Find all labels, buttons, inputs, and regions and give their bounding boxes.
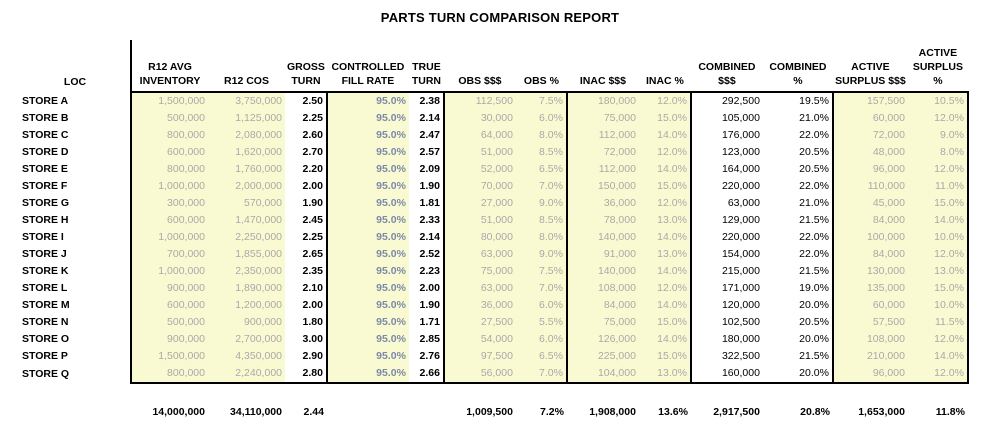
cell-controlled-fill-rate: 95.0% [327,297,409,314]
cell-r12-cos: 1,890,000 [208,280,285,297]
cell-active-surplus-dollars: 157,500 [833,92,908,110]
cell-combined-percent: 20.5% [763,144,833,161]
cell-inac-percent: 15.0% [639,110,691,127]
header-inac-percent: INAC % [645,75,684,87]
cell-true-turn: 2.00 [409,280,444,297]
cell-controlled-fill-rate: 95.0% [327,144,409,161]
cell-combined-percent: 20.0% [763,331,833,348]
cell-active-surplus-dollars: 45,000 [833,195,908,212]
cell-combined-percent: 20.0% [763,365,833,383]
cell-obs-dollars: 51,000 [444,212,516,229]
cell-combined-percent: 22.0% [763,127,833,144]
cell-combined-percent: 19.5% [763,92,833,110]
cell-obs-dollars: 36,000 [444,297,516,314]
cell-loc: STORE G [20,195,131,212]
cell-combined-dollars: 129,000 [691,212,763,229]
table-row [20,365,968,383]
cell-inac-percent: 14.0% [639,161,691,178]
cell-loc: STORE I [20,229,131,246]
cell-combined-dollars: 215,000 [691,263,763,280]
header-row [20,40,968,92]
header-active-surplus-percent: ACTIVE SURPLUS % [912,47,964,87]
cell-active-surplus-percent: 8.0% [908,144,968,161]
cell-obs-dollars: 112,500 [444,92,516,110]
cell-loc: STORE E [20,161,131,178]
cell-controlled-fill-rate: 95.0% [327,212,409,229]
table-row [20,92,968,110]
cell-gross-turn: 2.00 [302,180,323,192]
cell-r12-avg-inventory: 500,000 [131,110,208,127]
cell-controlled-fill-rate: 95.0% [327,178,409,195]
cell-r12-cos: 1,200,000 [208,297,285,314]
cell-active-surplus-dollars: 100,000 [833,229,908,246]
cell-true-turn: 2.23 [409,263,444,280]
cell-true-turn: 2.14 [409,110,444,127]
cell-r12-avg-inventory: 1,000,000 [131,229,208,246]
cell-loc: STORE D [20,144,131,161]
cell-inac-percent: 13.0% [639,246,691,263]
cell-gross-turn: 1.90 [302,197,323,209]
cell-inac-percent: 14.0% [639,127,691,144]
cell-obs-dollars: 70,000 [444,178,516,195]
cell-active-surplus-percent: 9.0% [908,127,968,144]
cell-inac-dollars: 150,000 [567,178,639,195]
cell-inac-percent: 12.0% [639,280,691,297]
cell-active-surplus-percent: 10.0% [908,297,968,314]
table-row [20,348,968,365]
table-row [20,229,968,246]
cell-inac-percent: 12.0% [639,144,691,161]
cell-active-surplus-dollars: 72,000 [833,127,908,144]
cell-inac-percent: 13.0% [639,212,691,229]
cell-active-surplus-dollars: 60,000 [833,297,908,314]
cell-active-surplus-dollars: 84,000 [833,246,908,263]
cell-combined-dollars: 105,000 [691,110,763,127]
cell-obs-percent: 8.5% [516,212,567,229]
cell-true-turn: 1.71 [409,314,444,331]
cell-loc: STORE J [20,246,131,263]
table-row [20,263,968,280]
cell-r12-cos: 2,250,000 [208,229,285,246]
cell-inac-dollars: 104,000 [567,365,639,383]
cell-controlled-fill-rate: 95.0% [327,314,409,331]
cell-obs-percent: 7.5% [516,92,567,110]
cell-obs-percent: 7.0% [516,365,567,383]
cell-true-turn: 1.90 [409,297,444,314]
cell-controlled-fill-rate: 95.0% [327,127,409,144]
cell-obs-dollars: 51,000 [444,144,516,161]
cell-combined-percent: 20.5% [763,161,833,178]
cell-obs-dollars: 52,000 [444,161,516,178]
cell-gross-turn: 1.80 [302,316,323,328]
cell-gross-turn: 2.10 [302,282,323,294]
cell-controlled-fill-rate: 95.0% [327,92,409,110]
cell-r12-cos: 4,350,000 [208,348,285,365]
cell-r12-avg-inventory: 900,000 [131,331,208,348]
cell-obs-percent: 7.5% [516,263,567,280]
cell-active-surplus-dollars: 130,000 [833,263,908,280]
table-row [20,127,968,144]
totals-row [20,396,968,418]
cell-r12-cos: 2,700,000 [208,331,285,348]
cell-active-surplus-percent: 10.0% [908,229,968,246]
cell-r12-avg-inventory: 600,000 [131,297,208,314]
cell-true-turn: 2.66 [409,365,444,383]
cell-active-surplus-dollars: 57,500 [833,314,908,331]
cell-r12-avg-inventory: 600,000 [131,212,208,229]
cell-combined-percent: 21.5% [763,348,833,365]
table-row [20,331,968,348]
cell-r12-cos: 1,855,000 [208,246,285,263]
cell-active-surplus-percent: 10.5% [908,92,968,110]
cell-combined-percent: 20.5% [763,314,833,331]
cell-obs-percent: 6.0% [516,110,567,127]
total-inac-percent: 13.6% [658,406,688,418]
header-loc: LOC [63,76,87,88]
cell-combined-dollars: 102,500 [691,314,763,331]
cell-combined-percent: 21.0% [763,195,833,212]
cell-controlled-fill-rate: 95.0% [327,365,409,383]
cell-combined-dollars: 322,500 [691,348,763,365]
cell-controlled-fill-rate: 95.0% [327,280,409,297]
total-true-turn [409,396,444,418]
header-gross-turn: GROSS TURN [287,61,325,87]
cell-active-surplus-percent: 15.0% [908,195,968,212]
table-row [20,280,968,297]
cell-r12-cos: 570,000 [208,195,285,212]
cell-loc: STORE O [20,331,131,348]
cell-inac-dollars: 112,000 [567,127,639,144]
cell-r12-avg-inventory: 900,000 [131,280,208,297]
cell-r12-cos: 900,000 [208,314,285,331]
cell-active-surplus-dollars: 110,000 [833,178,908,195]
cell-inac-percent: 14.0% [639,229,691,246]
cell-r12-cos: 3,750,000 [208,92,285,110]
cell-combined-dollars: 171,000 [691,280,763,297]
cell-inac-dollars: 78,000 [567,212,639,229]
cell-loc: STORE N [20,314,131,331]
cell-obs-dollars: 27,500 [444,314,516,331]
total-inac-dollars: 1,908,000 [589,406,636,418]
cell-inac-dollars: 36,000 [567,195,639,212]
cell-obs-percent: 6.5% [516,348,567,365]
cell-inac-percent: 14.0% [639,331,691,348]
cell-controlled-fill-rate: 95.0% [327,195,409,212]
cell-active-surplus-percent: 15.0% [908,280,968,297]
cell-r12-cos: 1,760,000 [208,161,285,178]
cell-true-turn: 2.09 [409,161,444,178]
cell-inac-dollars: 75,000 [567,314,639,331]
cell-combined-dollars: 180,000 [691,331,763,348]
cell-combined-percent: 22.0% [763,229,833,246]
cell-combined-percent: 20.0% [763,297,833,314]
cell-r12-avg-inventory: 800,000 [131,161,208,178]
table-row [20,110,968,127]
cell-inac-dollars: 75,000 [567,110,639,127]
cell-obs-dollars: 80,000 [444,229,516,246]
total-r12-avg-inventory: 14,000,000 [152,406,205,418]
cell-inac-dollars: 112,000 [567,161,639,178]
cell-loc: STORE Q [20,365,131,383]
cell-r12-cos: 2,080,000 [208,127,285,144]
cell-inac-dollars: 72,000 [567,144,639,161]
cell-obs-dollars: 63,000 [444,280,516,297]
table-row [20,212,968,229]
header-true-turn: TRUE TURN [411,61,442,87]
cell-inac-percent: 14.0% [639,297,691,314]
cell-active-surplus-dollars: 96,000 [833,365,908,383]
cell-active-surplus-dollars: 108,000 [833,331,908,348]
cell-active-surplus-percent: 11.0% [908,178,968,195]
cell-loc: STORE C [20,127,131,144]
cell-inac-percent: 12.0% [639,92,691,110]
cell-gross-turn: 2.80 [285,365,327,383]
cell-loc: STORE L [20,280,131,297]
report-title: PARTS TURN COMPARISON REPORT [380,10,620,25]
total-r12-cos: 34,110,000 [230,406,282,418]
cell-gross-turn: 2.60 [302,129,323,141]
cell-combined-percent: 21.5% [763,263,833,280]
total-active-surplus-dollars: 1,653,000 [858,406,905,418]
cell-controlled-fill-rate: 95.0% [327,263,409,280]
cell-gross-turn: 2.35 [302,265,323,277]
cell-controlled-fill-rate: 95.0% [327,161,409,178]
cell-obs-dollars: 56,000 [444,365,516,383]
cell-obs-percent: 7.0% [516,280,567,297]
cell-loc: STORE M [20,297,131,314]
cell-combined-dollars: 220,000 [691,178,763,195]
cell-combined-dollars: 123,000 [691,144,763,161]
cell-combined-percent: 22.0% [763,246,833,263]
cell-combined-dollars: 160,000 [691,365,763,383]
cell-active-surplus-percent: 13.0% [908,263,968,280]
cell-r12-avg-inventory: 800,000 [131,127,208,144]
cell-loc: STORE B [20,110,131,127]
cell-obs-percent: 8.5% [516,144,567,161]
cell-true-turn: 2.38 [409,92,444,110]
cell-r12-avg-inventory: 1,000,000 [131,263,208,280]
header-inac-dollars: INAC $$$ [579,75,626,87]
cell-active-surplus-percent: 14.0% [908,212,968,229]
cell-active-surplus-percent: 12.0% [908,161,968,178]
cell-combined-dollars: 120,000 [691,297,763,314]
cell-combined-percent: 19.0% [763,280,833,297]
header-combined-dollars: COMBINED $$$ [698,61,756,87]
cell-inac-percent: 12.0% [639,195,691,212]
header-r12-avg-inventory: R12 AVG INVENTORY [131,40,208,92]
cell-active-surplus-percent: 12.0% [908,331,968,348]
header-active-surplus-dollars: ACTIVE SURPLUS $$$ [835,61,906,87]
cell-true-turn: 2.52 [409,246,444,263]
cell-obs-percent: 6.0% [516,297,567,314]
cell-obs-percent: 9.0% [516,246,567,263]
cell-active-surplus-dollars: 48,000 [833,144,908,161]
cell-true-turn: 2.76 [409,348,444,365]
cell-inac-percent: 15.0% [639,178,691,195]
cell-obs-percent: 5.5% [516,314,567,331]
cell-r12-avg-inventory: 700,000 [131,246,208,263]
cell-obs-percent: 8.0% [516,229,567,246]
cell-loc: STORE P [20,348,131,365]
cell-combined-dollars: 154,000 [691,246,763,263]
cell-obs-percent: 8.0% [516,127,567,144]
table-row [20,297,968,314]
cell-obs-dollars: 75,000 [444,263,516,280]
cell-gross-turn: 2.25 [302,112,323,124]
cell-r12-avg-inventory: 500,000 [131,314,208,331]
header-r12-cos: R12 COS [224,75,269,87]
cell-combined-percent: 21.5% [763,212,833,229]
cell-gross-turn: 2.25 [302,231,323,243]
total-combined-dollars: 2,917,500 [713,406,760,418]
cell-loc: STORE F [20,178,131,195]
cell-controlled-fill-rate: 95.0% [327,246,409,263]
cell-loc: STORE K [20,263,131,280]
cell-gross-turn: 2.50 [285,92,327,110]
cell-true-turn: 1.90 [409,178,444,195]
cell-gross-turn: 3.00 [302,333,323,345]
cell-gross-turn: 2.00 [302,299,323,311]
cell-active-surplus-percent: 12.0% [908,110,968,127]
cell-r12-cos: 2,240,000 [208,365,285,383]
cell-active-surplus-dollars: 60,000 [833,110,908,127]
cell-inac-dollars: 225,000 [567,348,639,365]
cell-combined-dollars: 292,500 [691,92,763,110]
cell-true-turn: 1.81 [409,195,444,212]
header-controlled-fill-rate: CONTROLLED FILL RATE [331,61,405,87]
cell-active-surplus-dollars: 210,000 [833,348,908,365]
cell-combined-dollars: 164,000 [691,161,763,178]
cell-controlled-fill-rate: 95.0% [327,331,409,348]
cell-obs-dollars: 97,500 [444,348,516,365]
table-row [20,178,968,195]
cell-obs-dollars: 30,000 [444,110,516,127]
cell-gross-turn: 2.45 [302,214,323,226]
cell-inac-dollars: 126,000 [567,331,639,348]
cell-r12-cos: 1,125,000 [208,110,285,127]
cell-active-surplus-percent: 14.0% [908,348,968,365]
cell-r12-avg-inventory: 300,000 [131,195,208,212]
cell-true-turn: 2.47 [409,127,444,144]
cell-obs-percent: 9.0% [516,195,567,212]
cell-gross-turn: 2.70 [302,146,323,158]
total-active-surplus-percent: 11.8% [935,406,965,418]
cell-gross-turn: 2.65 [302,248,323,260]
cell-active-surplus-percent: 11.5% [908,314,968,331]
table-row [20,195,968,212]
total-controlled-fill-rate [327,396,409,418]
cell-r12-avg-inventory: 800,000 [131,365,208,383]
table-row [20,314,968,331]
cell-combined-percent: 21.0% [763,110,833,127]
cell-inac-dollars: 180,000 [567,92,639,110]
cell-inac-dollars: 84,000 [567,297,639,314]
total-gross-turn: 2.44 [303,406,324,418]
cell-obs-dollars: 64,000 [444,127,516,144]
cell-r12-cos: 1,620,000 [208,144,285,161]
cell-combined-dollars: 63,000 [691,195,763,212]
cell-obs-percent: 6.5% [516,161,567,178]
cell-active-surplus-dollars: 96,000 [833,161,908,178]
cell-active-surplus-percent: 12.0% [908,246,968,263]
cell-loc: STORE A [20,92,131,110]
cell-active-surplus-dollars: 135,000 [833,280,908,297]
table-row [20,144,968,161]
cell-r12-avg-inventory: 1,000,000 [131,178,208,195]
cell-obs-percent: 7.0% [516,178,567,195]
header-obs-percent: OBS % [523,75,559,87]
cell-gross-turn: 2.90 [302,350,323,362]
cell-active-surplus-percent: 12.0% [908,365,968,383]
total-combined-percent: 20.8% [800,406,830,418]
cell-obs-percent: 6.0% [516,331,567,348]
cell-combined-percent: 22.0% [763,178,833,195]
cell-controlled-fill-rate: 95.0% [327,348,409,365]
total-loc [20,396,131,418]
cell-true-turn: 2.57 [409,144,444,161]
table-row [20,161,968,178]
cell-r12-avg-inventory: 1,500,000 [131,348,208,365]
cell-inac-percent: 13.0% [639,365,691,383]
total-obs-percent: 7.2% [540,406,564,418]
cell-r12-avg-inventory: 1,500,000 [131,92,208,110]
cell-true-turn: 2.14 [409,229,444,246]
cell-gross-turn: 2.20 [302,163,323,175]
cell-controlled-fill-rate: 95.0% [327,110,409,127]
cell-combined-dollars: 176,000 [691,127,763,144]
cell-inac-dollars: 140,000 [567,263,639,280]
header-combined-percent: COMBINED % [769,61,827,87]
cell-inac-percent: 14.0% [639,263,691,280]
cell-true-turn: 2.33 [409,212,444,229]
cell-inac-percent: 15.0% [639,348,691,365]
cell-active-surplus-dollars: 84,000 [833,212,908,229]
parts-turn-table [20,40,969,418]
cell-inac-dollars: 91,000 [567,246,639,263]
cell-obs-dollars: 27,000 [444,195,516,212]
cell-loc: STORE H [20,212,131,229]
cell-r12-avg-inventory: 600,000 [131,144,208,161]
cell-inac-dollars: 108,000 [567,280,639,297]
table-row [20,246,968,263]
cell-combined-dollars: 220,000 [691,229,763,246]
cell-inac-percent: 15.0% [639,314,691,331]
total-obs-dollars: 1,009,500 [466,406,513,418]
cell-inac-dollars: 140,000 [567,229,639,246]
cell-obs-dollars: 54,000 [444,331,516,348]
cell-r12-cos: 2,000,000 [208,178,285,195]
header-obs-dollars: OBS $$$ [458,75,502,87]
cell-true-turn: 2.85 [409,331,444,348]
cell-obs-dollars: 63,000 [444,246,516,263]
cell-r12-cos: 1,470,000 [208,212,285,229]
cell-controlled-fill-rate: 95.0% [327,229,409,246]
cell-r12-cos: 2,350,000 [208,263,285,280]
